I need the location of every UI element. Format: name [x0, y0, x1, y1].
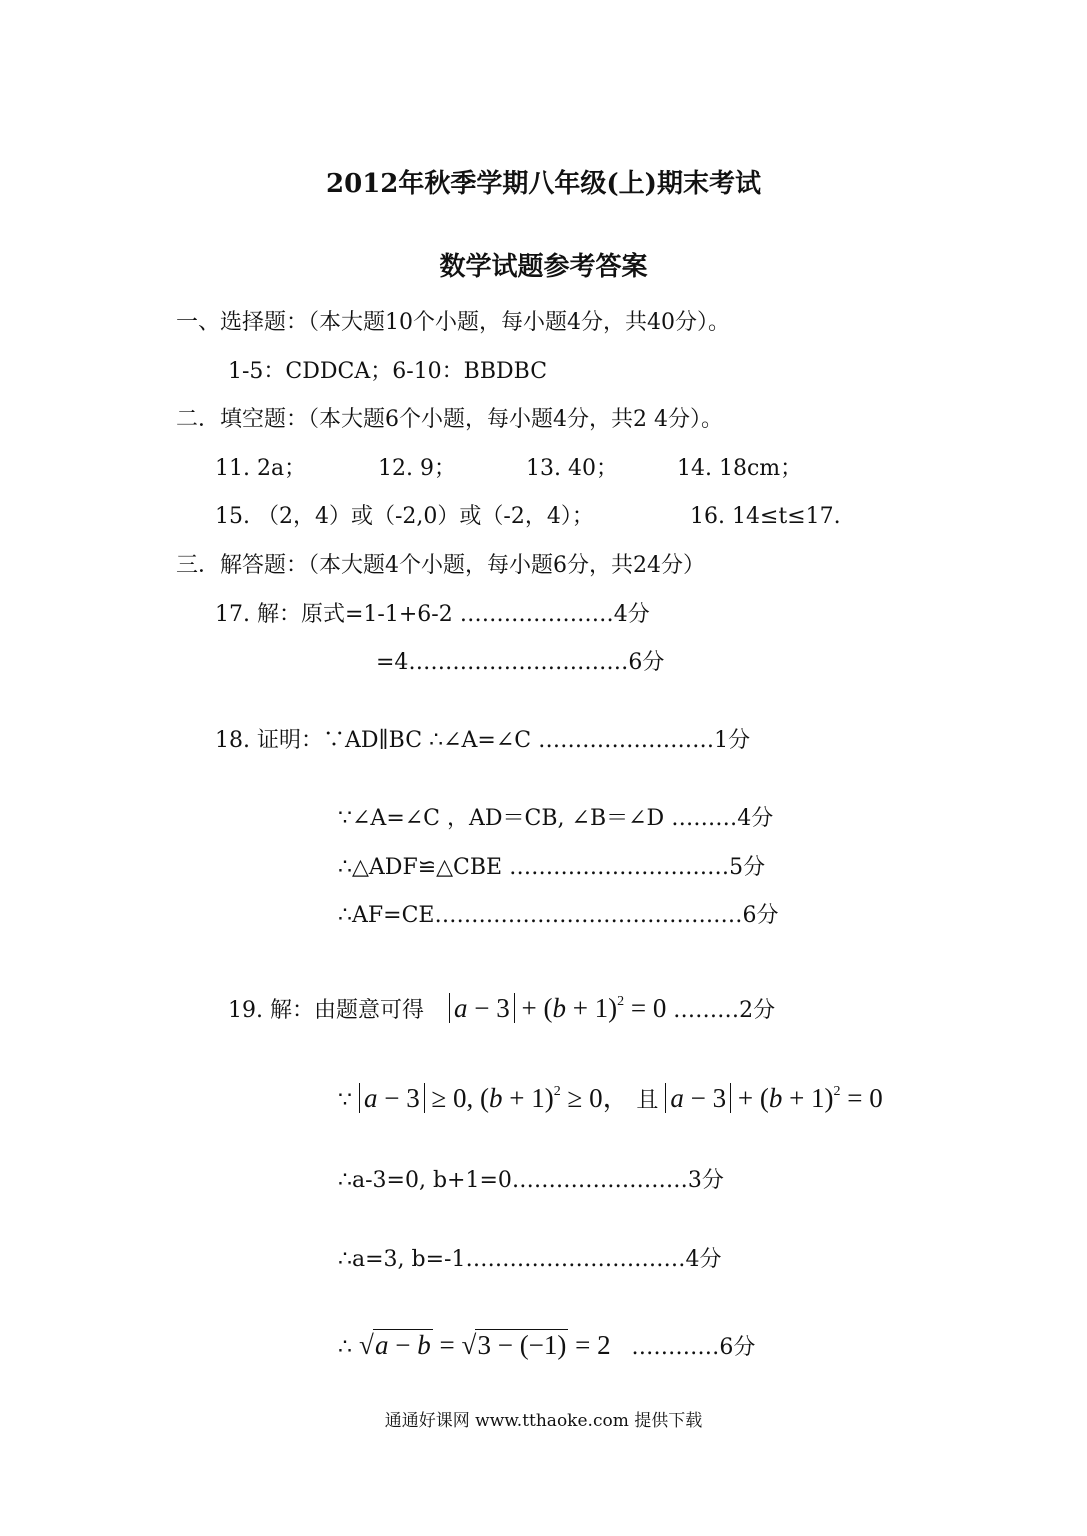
q19-intro: 19. 解：由题意可得: [228, 998, 424, 1023]
q18-line2: ∵∠A=∠C ，AD＝CB, ∠B＝∠D ………4分: [338, 806, 774, 831]
section1-heading: 一、选择题：（本大题10个小题，每小题4分，共40分）。: [176, 310, 730, 335]
q19-line2: [338, 1077, 883, 1116]
q18-line4: ∴AF=CE……………………………………6分: [338, 903, 779, 928]
section1-answers: 1-5：CDDCA；6-10：BBDBC: [228, 359, 548, 384]
footer-text: 通通好课网 www.tthaoke.com 提供下载: [384, 1411, 703, 1431]
document-title: 2012年秋季学期八年级(上)期末考试: [326, 169, 761, 199]
q17-line2: =4…………………………6分: [376, 650, 665, 675]
q19-equation: $a - 3 + (b + 1)^2 = 0$: [449, 993, 673, 1023]
section2-heading: 二．填空题：（本大题6个小题，每小题4分，共2 4分）。: [176, 407, 723, 432]
q19-line5: [338, 1330, 755, 1363]
q19-sqrt-result: √ a − b = √ 3 − (−1) = 2: [359, 1330, 618, 1360]
answer-15: 15. （2，4）或（-2,0）或（-2，4）；: [215, 504, 594, 529]
q19-line1: [228, 987, 775, 1026]
answer-11: 11. 2a；: [215, 456, 307, 481]
answer-16: 16. 14≤t≤17.: [690, 504, 841, 529]
answer-13: 13. 40；: [526, 456, 618, 481]
q18-line3: ∴△ADF≌△CBE …………………………5分: [338, 855, 766, 880]
q19-line3: ∴a-3=0, b+1=0……………………3分: [338, 1168, 724, 1193]
section3-heading: 三．解答题：（本大题4个小题，每小题6分，共24分）: [176, 553, 705, 578]
q19-score4: …………6分: [631, 1335, 756, 1360]
q17-line1: 17. 解：原式=1-1+6-2 …………………4分: [215, 602, 650, 627]
q19-line4: ∴a=3, b=-1…………………………4分: [338, 1247, 722, 1272]
answer-14: 14. 18cm；: [677, 456, 803, 481]
document-subtitle: 数学试题参考答案: [439, 252, 648, 282]
therefore-symbol: ∴: [338, 1335, 352, 1360]
and-label: 且: [636, 1088, 659, 1113]
q19-condition-eq: $a - 3 + (b + 1)^2 = 0$: [665, 1083, 882, 1113]
q19-condition: a − 3 ≥ 0, $(b + 1)^2 \ge 0$，: [359, 1083, 636, 1113]
because-symbol: ∵: [338, 1088, 352, 1113]
q18-line1: 18. 证明：∵AD∥BC ∴∠A=∠C ……………………1分: [215, 728, 751, 753]
answer-12: 12. 9；: [378, 456, 456, 481]
q19-score1: ………2分: [673, 998, 776, 1023]
